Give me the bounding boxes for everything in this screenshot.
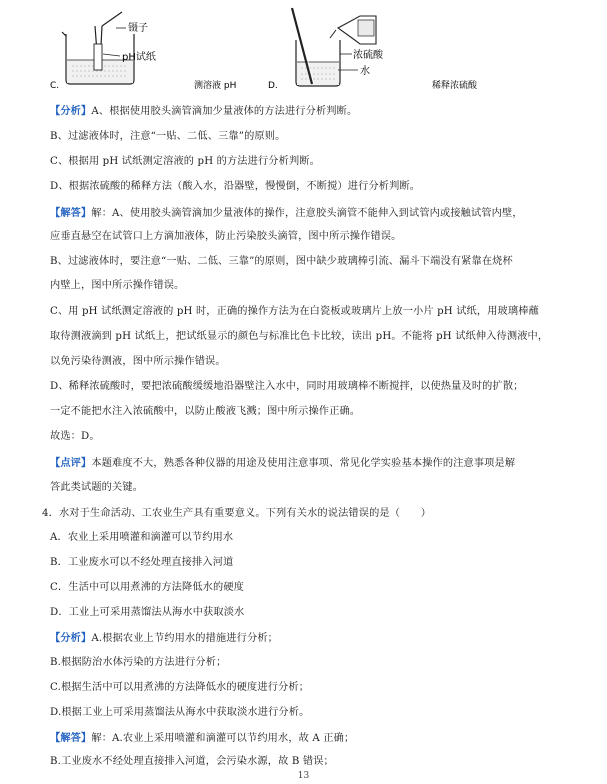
q4-answer-b: B.工业废水不经处理直接排入河道，会污染水源，故 B 错误； <box>50 756 334 767</box>
reagent-bottle-icon <box>330 16 376 44</box>
q4-answer-a-text: 解：A.农业上采用喷灌和滴灌可以节约用水，故 A 正确； <box>91 733 355 744</box>
q4-analysis-tag: 【分析】 <box>50 632 92 644</box>
q3-choice: 故选：D。 <box>50 431 100 442</box>
page-number: 13 <box>297 771 310 781</box>
q3-comment-tag: 【点评】 <box>50 457 92 469</box>
q4-answer-a <box>50 731 569 746</box>
q3-answer-c-1: C、用 pH 试纸测定溶液的 pH 时，正确的操作方法为在白瓷板或玻璃片上放一小片 pH 试纸，用玻璃棒蘸 <box>50 306 539 317</box>
q3-answer-c-2: 取待测液滴到 pH 试纸上，把试纸显示的颜色与标准比色卡比较，读出 pH。不能将 pH 试纸伸入待测液中， <box>50 331 549 342</box>
q4-analysis-c: C.根据生活中可以用煮沸的方法降低水的硬度进行分析； <box>50 682 310 693</box>
q3-answer-d-1: D、稀释浓硫酸时，要把浓硫酸缓缓地沿器壁注入水中，同时用玻璃棒不断搅拌，以使热量及时的扩散； <box>50 381 524 392</box>
q3-answer-c-3: 以免污染待测液，图中所示操作错误。 <box>50 356 226 367</box>
label-ph-paper: pH试纸 <box>122 52 156 63</box>
label-water: 水 <box>360 66 370 77</box>
q3-answer-d-2: 一定不能把水注入浓硫酸中，以防止酸液飞溅；图中所示操作正确。 <box>50 406 361 417</box>
label-acid: 浓硫酸 <box>353 50 383 61</box>
q3-comment-2: 答此类试题的关键。 <box>50 482 144 493</box>
label-tweezers: 镊子 <box>128 23 148 34</box>
q3-analysis-c: C、根据用 pH 试纸测定溶液的 pH 的方法进行分析判断。 <box>50 156 320 167</box>
q4-stem: 4．水对于生命活动、工农业生产具有重要意义。下列有关水的说法错误的是（ ） <box>42 508 432 519</box>
q4-option-c: C．生活中可以用煮沸的方法降低水的硬度 <box>50 582 245 593</box>
q4-option-d: D．工业上可采用蒸馏法从海水中获取淡水 <box>50 607 245 618</box>
figure-c-letter: C. <box>50 81 60 91</box>
q3-comment-1 <box>50 456 569 471</box>
q4-analysis-a-text: A.根据农业上节约用水的措施进行分析； <box>91 633 278 644</box>
q4-option-a: A．农业上采用喷灌和滴灌可以节约用水 <box>50 532 234 543</box>
q4-option-b: B．工业废水可以不经处理直接排入河道 <box>50 557 234 568</box>
q3-answer-tag: 【解答】 <box>50 207 92 219</box>
q3-comment-1-text: 本题难度不大，熟悉各种仪器的用途及使用注意事项、常见化学实验基本操作的注意事项是解 <box>91 458 516 469</box>
q4-analysis-d: D.根据工业上可采用蒸馏法从海水中获取淡水进行分析。 <box>50 707 310 718</box>
q3-analysis-a-text: A、根据使用胶头滴管滴加少量液体的方法进行分析判断。 <box>91 106 358 117</box>
q4-analysis-a <box>50 631 569 646</box>
q3-analysis-a <box>50 104 569 119</box>
experiment-figure <box>40 4 480 94</box>
q3-answer-a-1 <box>50 206 569 221</box>
q3-answer-b-2: 内壁上，图中所示操作错误。 <box>50 280 185 291</box>
q4-analysis-b: B.根据防治水体污染的方法进行分析； <box>50 657 227 668</box>
q3-analysis-b: B、过滤液体时，注意“一贴、二低、三靠”的原则。 <box>50 131 286 142</box>
q4-answer-tag: 【解答】 <box>50 732 92 744</box>
figure-c-caption: 测溶液 pH <box>194 81 237 91</box>
q3-analysis-tag: 【分析】 <box>50 105 92 117</box>
q3-answer-a-1-text: 解：A、使用胶头滴管滴加少量液体的操作，注意胶头滴管不能伸入到试管内或接触试管内壁， <box>91 208 523 219</box>
q3-answer-b-1: B、过滤液体时，要注意“一贴、二低、三靠”的原则，图中缺少玻璃棒引流、漏斗下端没有紧靠在烧杯 <box>50 256 513 267</box>
figure-d-caption: 稀释浓硫酸 <box>432 81 478 91</box>
figure-d-letter: D. <box>268 81 278 91</box>
q3-analysis-d: D、根据浓硫酸的稀释方法（酸入水，沿器壁，慢慢倒，不断搅）进行分析判断。 <box>50 181 421 192</box>
q3-answer-a-2: 应垂直悬空在试管口上方滴加液体，防止污染胶头滴管，图中所示操作错误。 <box>50 231 402 242</box>
